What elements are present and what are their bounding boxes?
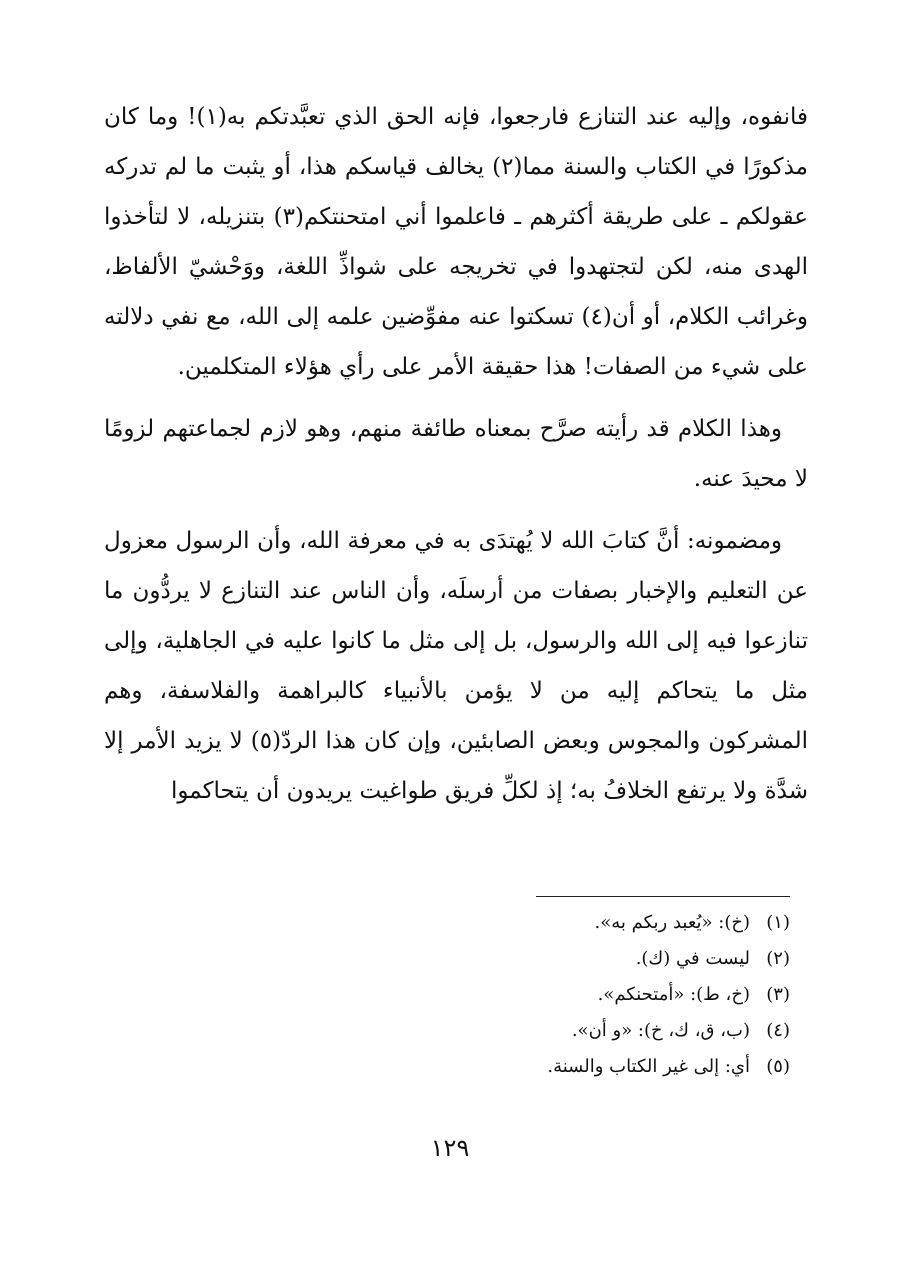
footnote-text: (خ): «يُعبد ربكم به». (594, 912, 750, 933)
footnote-number: (٤) (766, 1020, 790, 1041)
footnote-item (300, 977, 790, 1013)
main-text (104, 92, 808, 828)
paragraph-1: فانفوه، وإليه عند التنازع فارجعوا، فإنه الحق الذي تعبَّدتكم به(١)! وما كان مذكورًا في الكتاب والسنة مما(٢) يخالف قياسكم هذا، أو يثبت ما لم تدركه عقولكم ـ على طريقة أكثرهم ـ فاعلموا أني امتحنتكم(٣) بتنزيله، لا لتأخذوا الهدى منه، لكن لتجتهدوا في تخريجه على شواذِّ اللغة، ووَحْشيّ الألفاظ، وغرائب الكلام، أو أن(٤) تسكتوا عنه مفوِّضين علمه إلى الله، مع نفي دلالته على شيء من الصفات! هذا حقيقة الأمر على رأي هؤلاء المتكلمين. (104, 104, 809, 380)
footnote-number: (٢) (766, 948, 790, 969)
paragraph-3: ومضمونه: أنَّ كتابَ الله لا يُهتدَى به في معرفة الله، وأن الرسول معزول عن التعليم والإخبار بصفات من أرسلَه، وأن الناس عند التنازع لا يردُّون ما تنازعوا فيه إلى الله والرسول، بل إلى مثل ما كانوا عليه في الجاهلية، وإلى مثل ما يتحاكم إليه من لا يؤمن بالأنبياء كالبراهمة والفلاسفة، وهم المشركون والمجوس وبعض الصابئين، وإن كان هذا الردّ(٥) لا يزيد الأمر إلا شدَّة ولا يرتفع الخلافُ به؛ إذ لكلِّ فريق طواغيت يريدون أن يتحاكموا (104, 528, 808, 804)
footnote-separator (536, 896, 790, 897)
footnotes-list (300, 905, 790, 1085)
footnote-item (300, 905, 790, 941)
footnote-number: (١) (766, 912, 790, 933)
footnote-text: أي: إلى غير الكتاب والسنة. (547, 1056, 750, 1077)
page-number: ١٢٩ (430, 1134, 470, 1162)
footnote-item (300, 1013, 790, 1049)
paragraph-2: وهذا الكلام قد رأيته صرَّح بمعناه طائفة منهم، وهو لازم لجماعتهم لزومًا لا محيدَ عنه. (104, 416, 808, 492)
footnote-item (300, 941, 790, 977)
footnote-text: (خ، ط): «أمتحنكم». (597, 984, 750, 1005)
footnote-text: ليست في (ك). (635, 948, 750, 969)
footnote-number: (٥) (766, 1056, 790, 1077)
footnote-item (300, 1049, 790, 1085)
footnote-number: (٣) (766, 984, 790, 1005)
footnote-text: (ب، ق، ك، خ): «و أن». (571, 1020, 750, 1041)
